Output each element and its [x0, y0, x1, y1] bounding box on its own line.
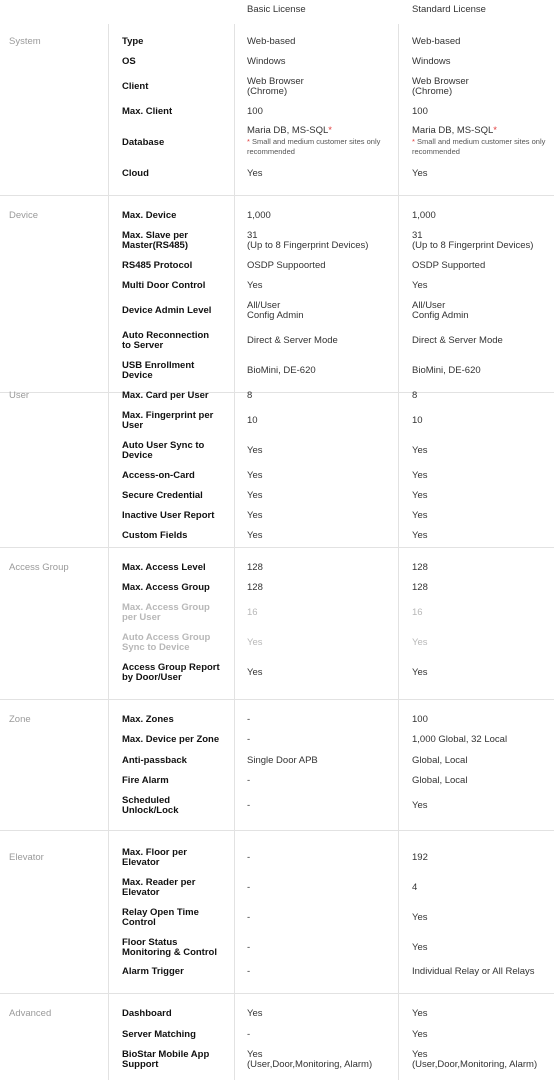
cell-value-standard: Windows: [412, 56, 451, 67]
feature-name: Max. Access Level: [122, 562, 206, 573]
cell-value-standard: 4: [412, 882, 418, 893]
cell-value-standard: Web-based: [412, 36, 461, 47]
feature-name: Dashboard: [122, 1008, 172, 1019]
feature-name: Database: [122, 137, 165, 148]
cell-value-basic: Windows: [247, 56, 286, 67]
cell-value-standard: Yes: [412, 490, 428, 501]
section-label: System: [9, 36, 41, 47]
cell-value-basic: 31 (Up to 8 Fingerprint Devices): [247, 230, 369, 251]
feature-name: Anti-passback: [122, 755, 187, 766]
cell-value-standard: Maria DB, MS-SQL*: [412, 125, 497, 136]
cell-value-basic: BioMini, DE-620: [247, 365, 316, 376]
feature-name: Max. Device: [122, 210, 177, 221]
footnote-text: Small and medium customer sites only recommended: [247, 137, 381, 156]
feature-name: Cloud: [122, 168, 149, 179]
feature-name: Auto Access Group Sync to Device: [122, 632, 211, 653]
feature-name: Floor Status Monitoring & Control: [122, 937, 217, 958]
cell-value-basic: 1,000: [247, 210, 271, 221]
cell-value-standard: Web Browser (Chrome): [412, 76, 469, 97]
cell-value-standard: BioMini, DE-620: [412, 365, 481, 376]
cell-value-basic: Yes: [247, 1008, 263, 1019]
cell-value-basic: Web-based: [247, 36, 296, 47]
cell-value-basic: Single Door APB: [247, 755, 318, 766]
cell-value-standard: Yes: [412, 470, 428, 481]
cell-value-basic: -: [247, 912, 251, 923]
cell-value-standard: Yes: [412, 912, 428, 923]
cell-value-standard: Yes: [412, 1029, 428, 1040]
section-divider: [0, 195, 554, 196]
feature-name: Multi Door Control: [122, 280, 206, 291]
cell-value-basic: Yes: [247, 510, 263, 521]
feature-name: Type: [122, 36, 144, 47]
feature-name: Max. Reader per Elevator: [122, 877, 196, 898]
database-footnote: [412, 137, 548, 156]
cell-value-basic: -: [247, 734, 251, 745]
section-label: Zone: [9, 714, 31, 725]
cell-value-standard: Yes: [412, 942, 428, 953]
column-divider: [234, 24, 235, 1080]
column-divider: [398, 24, 399, 1080]
feature-name: Max. Access Group: [122, 582, 210, 593]
cell-value-basic: Yes: [247, 470, 263, 481]
cell-value-standard: 16: [412, 607, 423, 618]
cell-value-basic: Maria DB, MS-SQL*: [247, 125, 332, 136]
cell-value-standard: 10: [412, 415, 423, 426]
feature-name: Fire Alarm: [122, 775, 169, 786]
cell-value-basic: 100: [247, 106, 263, 117]
feature-name: Auto Reconnection to Server: [122, 330, 210, 351]
cell-value-basic: -: [247, 852, 251, 863]
cell-value-standard: 100: [412, 714, 428, 725]
feature-name: Max. Floor per Elevator: [122, 847, 187, 868]
cell-value-standard: 100: [412, 106, 428, 117]
cell-value-standard: Yes: [412, 530, 428, 541]
cell-value-basic: -: [247, 966, 251, 977]
feature-name: RS485 Protocol: [122, 260, 193, 271]
cell-value-standard: 8: [412, 390, 418, 401]
cell-value-standard: 31 (Up to 8 Fingerprint Devices): [412, 230, 534, 251]
cell-value-basic: All/User Config Admin: [247, 300, 304, 321]
cell-value-basic: 10: [247, 415, 258, 426]
feature-name: Alarm Trigger: [122, 966, 184, 977]
cell-value-basic: Yes: [247, 280, 263, 291]
feature-name: Access-on-Card: [122, 470, 195, 481]
cell-value-basic: Yes: [247, 530, 263, 541]
section-divider: [0, 830, 554, 831]
cell-value-standard: Yes: [412, 510, 428, 521]
footnote-text: Small and medium customer sites only recommended: [412, 137, 546, 156]
cell-value-basic: OSDP Suppoorted: [247, 260, 326, 271]
feature-name: Max. Access Group per User: [122, 602, 210, 623]
cell-value-basic: Yes: [247, 490, 263, 501]
feature-name: Max. Device per Zone: [122, 734, 220, 745]
cell-value-standard: 128: [412, 582, 428, 593]
feature-name: BioStar Mobile App Support: [122, 1049, 210, 1070]
feature-name: Max. Fingerprint per User: [122, 410, 214, 431]
asterisk-mark: *: [328, 125, 332, 136]
feature-name: Client: [122, 81, 149, 92]
cell-value-standard: Yes: [412, 280, 428, 291]
cell-value-standard: All/User Config Admin: [412, 300, 469, 321]
cell-value-basic: Direct & Server Mode: [247, 335, 338, 346]
column-divider: [108, 24, 109, 1080]
asterisk-mark: *: [247, 137, 253, 146]
cell-value-standard: Direct & Server Mode: [412, 335, 503, 346]
cell-value-basic: Yes: [247, 667, 263, 678]
cell-value-standard: 192: [412, 852, 428, 863]
cell-value-basic: Web Browser (Chrome): [247, 76, 304, 97]
feature-name: Custom Fields: [122, 530, 188, 541]
cell-value-basic: -: [247, 714, 251, 725]
cell-value-standard: Yes: [412, 168, 428, 179]
feature-name: Max. Zones: [122, 714, 174, 725]
cell-value-standard: Global, Local: [412, 775, 468, 786]
feature-name: Access Group Report by Door/User: [122, 662, 220, 683]
section-label: Elevator: [9, 852, 44, 863]
asterisk-mark: *: [493, 125, 497, 136]
section-divider: [0, 547, 554, 548]
section-label: Access Group: [9, 562, 69, 573]
feature-name: Server Matching: [122, 1029, 196, 1040]
column-header-basic: Basic License: [247, 4, 306, 15]
cell-value-standard: Yes: [412, 1008, 428, 1019]
cell-value-standard: Global, Local: [412, 755, 468, 766]
cell-value-basic: Yes: [247, 637, 263, 648]
feature-name: Device Admin Level: [122, 305, 212, 316]
cell-value-standard: 128: [412, 562, 428, 573]
feature-name: Max. Card per User: [122, 390, 209, 401]
feature-name: Inactive User Report: [122, 510, 215, 521]
cell-value-basic: 16: [247, 607, 258, 618]
cell-value-standard: Yes: [412, 800, 428, 811]
section-label: User: [9, 390, 30, 401]
cell-value-basic: -: [247, 800, 251, 811]
asterisk-mark: *: [412, 137, 418, 146]
cell-value-standard: Yes: [412, 637, 428, 648]
column-header-standard: Standard License: [412, 4, 486, 15]
feature-name: Secure Credential: [122, 490, 203, 501]
cell-value-standard: 1,000 Global, 32 Local: [412, 734, 508, 745]
cell-value-basic: -: [247, 1029, 251, 1040]
feature-name: Max. Client: [122, 106, 173, 117]
cell-value-standard: Individual Relay or All Relays: [412, 966, 535, 977]
section-label: Device: [9, 210, 39, 221]
database-footnote: [247, 137, 383, 156]
cell-value-standard: Yes: [412, 445, 428, 456]
section-divider: [0, 993, 554, 994]
cell-value-standard: 1,000: [412, 210, 436, 221]
section-divider: [0, 699, 554, 700]
cell-value-basic: -: [247, 775, 251, 786]
feature-name: Auto User Sync to Device: [122, 440, 205, 461]
cell-value-basic: 8: [247, 390, 253, 401]
cell-value-basic: 128: [247, 562, 263, 573]
cell-value-basic: Yes (User,Door,Monitoring, Alarm): [247, 1049, 373, 1070]
feature-name: Max. Slave per Master(RS485): [122, 230, 189, 251]
section-divider: [0, 392, 554, 393]
feature-name: USB Enrollment Device: [122, 360, 195, 381]
cell-value-standard: Yes: [412, 667, 428, 678]
feature-name: Scheduled Unlock/Lock: [122, 795, 179, 816]
section-label: Advanced: [9, 1008, 52, 1019]
feature-name: OS: [122, 56, 136, 67]
cell-value-basic: Yes: [247, 445, 263, 456]
cell-value-basic: 128: [247, 582, 263, 593]
feature-name: Relay Open Time Control: [122, 907, 199, 928]
cell-value-basic: Yes: [247, 168, 263, 179]
cell-value-basic: -: [247, 942, 251, 953]
cell-value-standard: Yes (User,Door,Monitoring, Alarm): [412, 1049, 538, 1070]
cell-value-basic: -: [247, 882, 251, 893]
cell-value-standard: OSDP Supported: [412, 260, 486, 271]
